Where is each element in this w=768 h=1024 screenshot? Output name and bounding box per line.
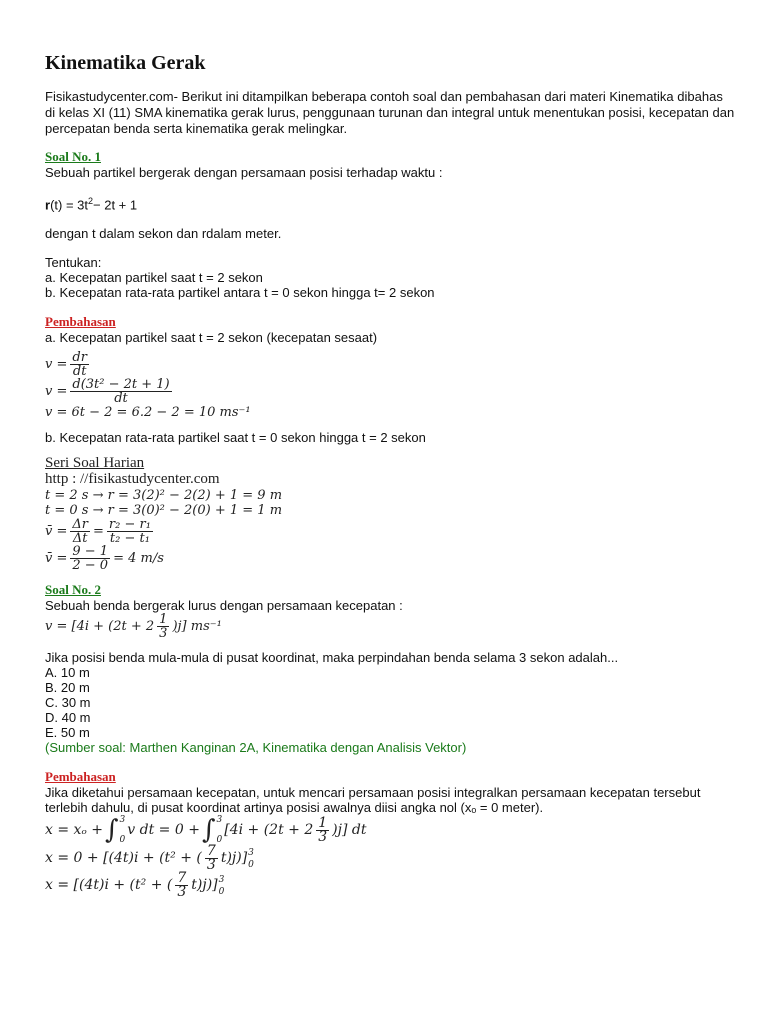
s2-eq-num: 1 [159, 612, 168, 628]
soal-1-part-b: b. Kecepatan rata-rata partikel antara t = 0 sekon hingga t= 2 sekon [45, 285, 435, 301]
l3-d2: t₂ − t₁ [109, 531, 150, 547]
option-e: E. 50 m [45, 725, 90, 741]
e2-b: t)j)] [220, 850, 248, 867]
e3-upper: 3 [218, 874, 225, 885]
soal-2-text: Sebuah benda bergerak lurus dengan persamaan kecepatan : [45, 598, 403, 614]
seri-url: http : //fisikastudycenter.com [45, 471, 220, 488]
e1-num: 1 [318, 814, 328, 831]
soal-1-heading: Soal No. 1 [45, 149, 101, 164]
e1-b: v dt = 0 + [127, 821, 200, 838]
m1-lhs: v = [45, 357, 68, 373]
e3-lower: 0 [218, 886, 225, 897]
pembahasan-1-heading: Pembahasan [45, 314, 116, 330]
m1-den: dt [72, 364, 87, 380]
s2-eq-a: v = [4i + (2t + 2 [45, 619, 155, 635]
pembahasan-1-a-text: a. Kecepatan partikel saat t = 2 sekon (kecepatan sesaat) [45, 330, 378, 346]
math-r-t2: t = 2 s → r = 3(2)² − 2(2) + 1 = 9 m [45, 488, 283, 504]
l4-den: 2 − 0 [72, 558, 109, 574]
math-integral-setup [45, 815, 735, 845]
option-a: A. 10 m [45, 665, 90, 681]
soal-2-source: (Sumber soal: Marthen Kanginan 2A, Kinematika dengan Analisis Vektor) [45, 740, 467, 756]
int2-lower: 0 [216, 835, 223, 846]
integral-sign-1: ∫ [105, 815, 119, 846]
m2-num: d(3t² − 2t + 1) [72, 377, 170, 393]
option-b: B. 20 m [45, 680, 90, 696]
math-r-t0: t = 0 s → r = 3(0)² − 2(0) + 1 = 1 m [45, 503, 283, 519]
soal-2-equation [45, 613, 735, 640]
e1-den: 3 [318, 828, 328, 845]
pembahasan-2-text: Jika diketahui persamaan kecepatan, untuk mencari persamaan posisi integralkan persamaan kecepatan tersebut terlebih dahulu, di pusat koordinat artinya posisi awalnya diisi angka nol (xₒ = 0 meter). [45, 785, 701, 816]
seri-soal-harian: Seri Soal Harian [45, 455, 145, 472]
soal-1-text: Sebuah partikel bergerak dengan persamaan posisi terhadap waktu : [45, 165, 443, 180]
math-v-derivative [45, 378, 735, 405]
e2-a: x = 0 + [(4t)i + (t² + ( [45, 850, 202, 867]
soal-1-part-a: a. Kecepatan partikel saat t = 2 sekon [45, 270, 263, 286]
soal-1-tentukan: Tentukan: [45, 255, 102, 271]
l4-lhs: v̄ = [45, 551, 68, 567]
soal-2-question: Jika posisi benda mula-mula di pusat koordinat, maka perpindahan benda selama 3 sekon adalah... [45, 650, 619, 666]
e2-den: 3 [206, 857, 216, 874]
l3-n2: r₂ − r₁ [108, 517, 151, 533]
e3-den: 3 [177, 884, 187, 901]
soal-2-heading: Soal No. 2 [45, 582, 101, 598]
l4-rhs: = 4 m/s [113, 551, 164, 567]
e3-b: t)j)] [191, 877, 218, 894]
pembahasan-1-b-text: b. Kecepatan rata-rata partikel saat t = 0 sekon hingga t = 2 sekon [45, 430, 426, 446]
e3-num: 7 [177, 870, 187, 887]
math-avg-velocity-def [45, 518, 735, 545]
math-integral-step-3 [45, 872, 735, 899]
e2-upper: 3 [248, 847, 254, 858]
e2-lower: 0 [248, 859, 254, 870]
e2-num: 7 [206, 843, 216, 860]
e1-c: [4i + (2t + 2 [224, 821, 314, 838]
math-avg-velocity-result [45, 545, 735, 572]
l3-eq: = [92, 524, 104, 540]
s2-eq-den: 3 [159, 626, 168, 642]
soal-1-equation [45, 194, 735, 212]
page-title: Kinematika Gerak [45, 52, 206, 74]
s2-eq-b: )j] ms⁻¹ [172, 619, 222, 635]
eq-sup: 2 [88, 196, 94, 206]
eq-rest: (t) = 3t [50, 197, 88, 213]
option-d: D. 40 m [45, 710, 91, 726]
int1-lower: 0 [119, 835, 126, 846]
m1-num: dr [72, 350, 87, 366]
eq-tail: − 2t + 1 [93, 197, 138, 213]
m2-lhs: v = [45, 384, 68, 400]
e1-d: )j] dt [332, 821, 367, 838]
integral-sign-2: ∫ [201, 815, 216, 846]
document-page [45, 52, 735, 899]
math-v-dr-dt [45, 351, 735, 378]
m2-den: dt [114, 391, 128, 407]
option-c: C. 30 m [45, 695, 91, 711]
int1-upper: 3 [119, 815, 126, 826]
math-v-result: v = 6t − 2 = 6.2 − 2 = 10 ms⁻¹ [45, 405, 251, 421]
l3-d1: Δt [72, 531, 88, 547]
intro-paragraph: Fisikastudycenter.com- Berikut ini ditampilkan beberapa contoh soal dan pembahasan dari materi Kinematika dibahas di kelas XI (11) SMA kinematika gerak lurus, penggunaan turunan dan integral untuk menentukan posisi, kecepatan dan percepatan benda serta kinematika gerak melingkar. [45, 89, 735, 136]
int2-upper: 3 [216, 815, 223, 826]
soal-1-units: dengan t dalam sekon dan rdalam meter. [45, 226, 282, 242]
l3-lhs: v̄ = [45, 524, 68, 540]
l4-num: 9 − 1 [72, 544, 109, 560]
e1-a: x = xₒ + [45, 821, 103, 838]
e3-a: x = [(4t)i + (t² + ( [45, 877, 173, 894]
math-integral-step-2 [45, 845, 735, 872]
l3-n1: Δr [72, 517, 88, 533]
pembahasan-2-heading: Pembahasan [45, 769, 116, 785]
eq-r: r [45, 197, 51, 213]
